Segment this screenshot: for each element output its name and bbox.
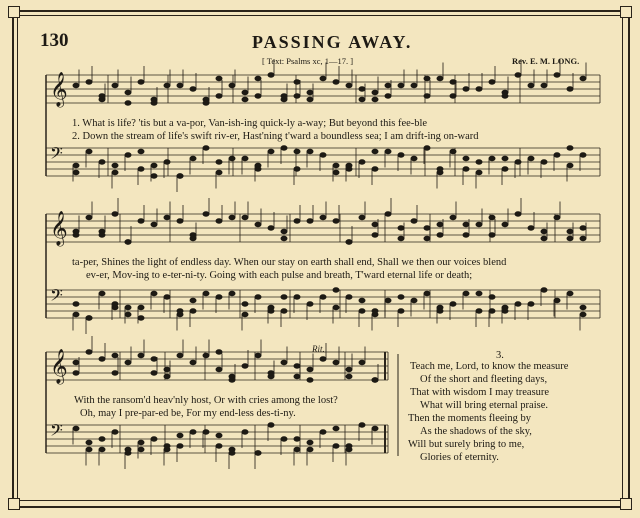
note-head xyxy=(359,298,365,302)
note-head xyxy=(541,160,547,164)
note-head xyxy=(567,163,573,167)
note-head xyxy=(73,360,79,364)
note-head xyxy=(398,236,404,240)
note-head xyxy=(190,298,196,302)
note-head xyxy=(216,295,222,299)
note-head xyxy=(242,364,248,368)
note-head xyxy=(411,298,417,302)
system2-verse2-lyric: ev-er, Mov-ing to e-ter-ni-ty. Going with each pulse and breath, T'ward eternal life or death; xyxy=(86,270,473,281)
verse3-line: Of the short and fleeting days, xyxy=(420,374,548,385)
note-head xyxy=(554,73,560,77)
note-head xyxy=(281,229,287,233)
note-head xyxy=(320,153,326,157)
note-head xyxy=(203,212,209,216)
note-head xyxy=(580,226,586,230)
note-head xyxy=(450,94,456,98)
note-head xyxy=(242,430,248,434)
note-head xyxy=(112,212,118,216)
note-head xyxy=(99,233,105,237)
note-head xyxy=(528,83,534,87)
note-head xyxy=(229,374,235,378)
bass-clef: 𝄢 xyxy=(50,143,63,167)
note-head xyxy=(112,305,118,309)
note-head xyxy=(424,146,430,150)
note-head xyxy=(229,447,235,451)
note-head xyxy=(515,160,521,164)
verse3-line: That with wisdom I may treasure xyxy=(410,387,550,398)
note-head xyxy=(476,160,482,164)
note-head xyxy=(385,149,391,153)
note-head xyxy=(476,87,482,91)
note-head xyxy=(515,73,521,77)
note-head xyxy=(294,374,300,378)
note-head xyxy=(125,312,131,316)
system1-verse1-lyric: 1. What is life? 'tis but a va-por, Van-ish-ing quick-ly a-way; But beyond this fee-ble xyxy=(72,118,428,129)
note-head xyxy=(359,309,365,313)
note-head xyxy=(112,371,118,375)
note-head xyxy=(346,167,352,171)
system3-verse1-lyric: With the ransom'd heav'nly host, Or with cries among the lost? xyxy=(74,395,338,406)
note-head xyxy=(281,437,287,441)
note-head xyxy=(359,360,365,364)
note-head xyxy=(294,219,300,223)
note-head xyxy=(255,451,261,455)
note-head xyxy=(450,80,456,84)
note-head xyxy=(73,163,79,167)
note-head xyxy=(203,353,209,357)
note-head xyxy=(73,371,79,375)
note-head xyxy=(73,312,79,316)
note-head xyxy=(359,423,365,427)
note-head xyxy=(164,160,170,164)
verse3-line: Will but surely bring to me, xyxy=(408,439,525,450)
note-head xyxy=(138,353,144,357)
note-head xyxy=(294,437,300,441)
note-head xyxy=(463,156,469,160)
note-head xyxy=(320,357,326,361)
note-head xyxy=(359,97,365,101)
note-head xyxy=(372,378,378,382)
note-head xyxy=(177,219,183,223)
note-head xyxy=(307,367,313,371)
note-head xyxy=(372,149,378,153)
note-head xyxy=(125,305,131,309)
verse3-number: 3. xyxy=(496,350,504,361)
note-head xyxy=(242,312,248,316)
note-head xyxy=(346,367,352,371)
note-head xyxy=(294,364,300,368)
note-head xyxy=(333,163,339,167)
note-head xyxy=(177,433,183,437)
bass-clef: 𝄢 xyxy=(50,420,63,444)
note-head xyxy=(307,378,313,382)
note-head xyxy=(567,229,573,233)
note-head xyxy=(450,302,456,306)
note-head xyxy=(242,302,248,306)
note-head xyxy=(307,302,313,306)
note-head xyxy=(138,316,144,320)
note-head xyxy=(99,437,105,441)
hymn-title: PASSING AWAY. xyxy=(252,32,413,52)
note-head xyxy=(216,367,222,371)
note-head xyxy=(203,291,209,295)
note-head xyxy=(437,222,443,226)
note-head xyxy=(125,101,131,105)
note-head xyxy=(476,291,482,295)
note-head xyxy=(164,295,170,299)
note-head xyxy=(554,153,560,157)
note-head xyxy=(112,163,118,167)
note-head xyxy=(164,374,170,378)
text-reference: [ Text: Psalms xc, 1—17. ] xyxy=(262,56,354,66)
note-head xyxy=(320,430,326,434)
note-head xyxy=(567,146,573,150)
treble-clef: 𝄞 xyxy=(50,211,68,246)
note-head xyxy=(125,240,131,244)
note-head xyxy=(515,212,521,216)
note-head xyxy=(372,309,378,313)
note-head xyxy=(151,357,157,361)
note-head xyxy=(372,90,378,94)
note-head xyxy=(190,156,196,160)
note-head xyxy=(359,160,365,164)
note-head xyxy=(398,295,404,299)
note-head xyxy=(216,94,222,98)
note-head xyxy=(86,447,92,451)
note-head xyxy=(333,360,339,364)
note-head xyxy=(541,288,547,292)
note-head xyxy=(450,215,456,219)
note-head xyxy=(73,233,79,237)
note-head xyxy=(424,226,430,230)
note-head xyxy=(125,90,131,94)
note-head xyxy=(86,149,92,153)
note-head xyxy=(346,83,352,87)
note-head xyxy=(307,90,313,94)
verse3-line: Teach me, Lord, to know the measure xyxy=(410,361,569,372)
note-head xyxy=(151,291,157,295)
note-head xyxy=(190,309,196,313)
note-head xyxy=(489,233,495,237)
note-head xyxy=(138,167,144,171)
note-head xyxy=(307,97,313,101)
note-head xyxy=(190,87,196,91)
treble-clef: 𝄞 xyxy=(50,72,68,107)
ritardando-marking: Rit. xyxy=(312,344,325,354)
note-head xyxy=(580,312,586,316)
note-head xyxy=(190,233,196,237)
note-head xyxy=(333,444,339,448)
note-head xyxy=(281,146,287,150)
note-head xyxy=(151,97,157,101)
treble-clef: 𝄞 xyxy=(50,349,68,384)
note-head xyxy=(450,149,456,153)
note-head xyxy=(385,94,391,98)
note-head xyxy=(255,94,261,98)
note-head xyxy=(541,229,547,233)
note-head xyxy=(177,444,183,448)
note-head xyxy=(203,97,209,101)
note-head xyxy=(112,430,118,434)
note-head xyxy=(424,236,430,240)
note-head xyxy=(281,295,287,299)
note-head xyxy=(307,440,313,444)
note-head xyxy=(476,170,482,174)
note-head xyxy=(216,76,222,80)
note-head xyxy=(164,215,170,219)
note-head xyxy=(112,353,118,357)
note-head xyxy=(385,212,391,216)
note-head xyxy=(346,444,352,448)
note-head xyxy=(294,94,300,98)
note-head xyxy=(333,305,339,309)
note-head xyxy=(86,316,92,320)
note-head xyxy=(554,215,560,219)
note-head xyxy=(437,167,443,171)
note-head xyxy=(138,440,144,444)
note-head xyxy=(229,291,235,295)
note-head xyxy=(216,433,222,437)
note-head xyxy=(411,156,417,160)
note-head xyxy=(437,76,443,80)
note-head xyxy=(515,302,521,306)
note-head xyxy=(216,444,222,448)
note-head xyxy=(424,291,430,295)
note-head xyxy=(73,426,79,430)
note-head xyxy=(125,360,131,364)
note-head xyxy=(333,219,339,223)
note-head xyxy=(463,233,469,237)
note-head xyxy=(476,222,482,226)
note-head xyxy=(437,233,443,237)
note-head xyxy=(502,156,508,160)
note-head xyxy=(385,298,391,302)
note-head xyxy=(294,167,300,171)
note-head xyxy=(372,222,378,226)
note-head xyxy=(333,426,339,430)
note-head xyxy=(398,309,404,313)
note-head xyxy=(502,222,508,226)
note-head xyxy=(528,156,534,160)
note-head xyxy=(424,76,430,80)
note-head xyxy=(138,447,144,451)
note-head xyxy=(463,291,469,295)
note-head xyxy=(164,444,170,448)
note-head xyxy=(372,426,378,430)
note-head xyxy=(346,374,352,378)
note-head xyxy=(73,170,79,174)
note-head xyxy=(190,430,196,434)
note-head xyxy=(567,291,573,295)
note-head xyxy=(125,447,131,451)
note-head xyxy=(294,447,300,451)
note-head xyxy=(307,219,313,223)
note-head xyxy=(359,215,365,219)
note-head xyxy=(242,97,248,101)
note-head xyxy=(554,298,560,302)
note-head xyxy=(216,170,222,174)
note-head xyxy=(86,350,92,354)
note-head xyxy=(281,94,287,98)
note-head xyxy=(151,437,157,441)
note-head xyxy=(229,215,235,219)
note-head xyxy=(229,156,235,160)
note-head xyxy=(242,156,248,160)
note-head xyxy=(346,295,352,299)
note-head xyxy=(580,305,586,309)
note-head xyxy=(580,236,586,240)
note-head xyxy=(385,83,391,87)
note-head xyxy=(99,160,105,164)
note-head xyxy=(268,423,274,427)
note-head xyxy=(268,73,274,77)
note-head xyxy=(476,309,482,313)
note-head xyxy=(567,236,573,240)
note-head xyxy=(489,309,495,313)
note-head xyxy=(346,240,352,244)
note-head xyxy=(294,295,300,299)
note-head xyxy=(489,295,495,299)
note-head xyxy=(151,163,157,167)
note-head xyxy=(567,87,573,91)
note-head xyxy=(580,76,586,80)
note-head xyxy=(203,430,209,434)
note-head xyxy=(424,94,430,98)
note-head xyxy=(99,447,105,451)
note-head xyxy=(255,222,261,226)
note-head xyxy=(281,236,287,240)
note-head xyxy=(333,170,339,174)
note-head xyxy=(333,288,339,292)
note-head xyxy=(164,83,170,87)
note-head xyxy=(73,83,79,87)
note-head xyxy=(333,80,339,84)
note-head xyxy=(177,353,183,357)
note-head xyxy=(138,80,144,84)
note-head xyxy=(541,236,547,240)
bass-clef: 𝄢 xyxy=(50,285,63,309)
note-head xyxy=(255,76,261,80)
note-head xyxy=(437,309,443,313)
note-head xyxy=(580,153,586,157)
note-head xyxy=(138,305,144,309)
note-head xyxy=(138,149,144,153)
verse3-line: Then the moments fleeing by xyxy=(408,413,532,424)
verse3-line: Glories of eternity. xyxy=(420,452,499,463)
note-head xyxy=(151,371,157,375)
note-head xyxy=(190,360,196,364)
note-head xyxy=(125,153,131,157)
verse3-line: What will bring eternal praise. xyxy=(420,400,548,411)
note-head xyxy=(86,215,92,219)
note-head xyxy=(489,215,495,219)
note-head xyxy=(398,83,404,87)
note-head xyxy=(502,94,508,98)
note-head xyxy=(255,353,261,357)
note-head xyxy=(528,302,534,306)
note-head xyxy=(528,226,534,230)
note-head xyxy=(411,219,417,223)
note-head xyxy=(164,367,170,371)
note-head xyxy=(268,226,274,230)
note-head xyxy=(541,83,547,87)
system3-verse2-lyric: Oh, may I pre-par-ed be, For my end-less des-ti-ny. xyxy=(80,408,296,419)
note-head xyxy=(320,295,326,299)
note-head xyxy=(489,156,495,160)
note-head xyxy=(307,447,313,451)
note-head xyxy=(502,167,508,171)
author-credit: Rev. E. M. LONG. xyxy=(512,56,580,66)
note-head xyxy=(255,167,261,171)
system1-verse2-lyric: 2. Down the stream of life's swift riv-er, Hast'ning t'ward a boundless sea; I am drift-ing on-ward xyxy=(72,131,479,142)
system2-verse1-lyric: ta-per, Shines the light of endless day. When our stay on earth shall end, Shall we then our voices blend xyxy=(72,257,507,268)
note-head xyxy=(151,174,157,178)
note-head xyxy=(294,149,300,153)
note-head xyxy=(294,80,300,84)
note-head xyxy=(229,83,235,87)
note-head xyxy=(307,149,313,153)
note-head xyxy=(73,302,79,306)
note-head xyxy=(372,167,378,171)
note-head xyxy=(177,309,183,313)
note-head xyxy=(502,309,508,313)
note-head xyxy=(268,149,274,153)
note-head xyxy=(242,90,248,94)
note-head xyxy=(281,360,287,364)
note-head xyxy=(177,83,183,87)
note-head xyxy=(151,222,157,226)
note-head xyxy=(216,160,222,164)
note-head xyxy=(99,357,105,361)
note-head xyxy=(138,219,144,223)
note-head xyxy=(99,94,105,98)
note-head xyxy=(112,170,118,174)
note-head xyxy=(216,350,222,354)
note-head xyxy=(86,440,92,444)
verse3-line: As the shadows of the sky, xyxy=(420,426,532,437)
note-head xyxy=(372,233,378,237)
note-head xyxy=(411,83,417,87)
note-head xyxy=(177,174,183,178)
note-head xyxy=(281,309,287,313)
note-head xyxy=(463,167,469,171)
note-head xyxy=(203,146,209,150)
note-head xyxy=(86,80,92,84)
note-head xyxy=(268,309,274,313)
note-head xyxy=(463,87,469,91)
note-head xyxy=(398,226,404,230)
page-number: 130 xyxy=(40,30,69,51)
note-head xyxy=(216,219,222,223)
note-head xyxy=(463,222,469,226)
note-head xyxy=(112,83,118,87)
note-head xyxy=(489,80,495,84)
note-head xyxy=(359,87,365,91)
note-head xyxy=(99,291,105,295)
note-head xyxy=(255,295,261,299)
note-head xyxy=(268,371,274,375)
note-head xyxy=(242,215,248,219)
note-head xyxy=(398,153,404,157)
note-head xyxy=(372,97,378,101)
note-head xyxy=(320,76,326,80)
note-head xyxy=(320,215,326,219)
